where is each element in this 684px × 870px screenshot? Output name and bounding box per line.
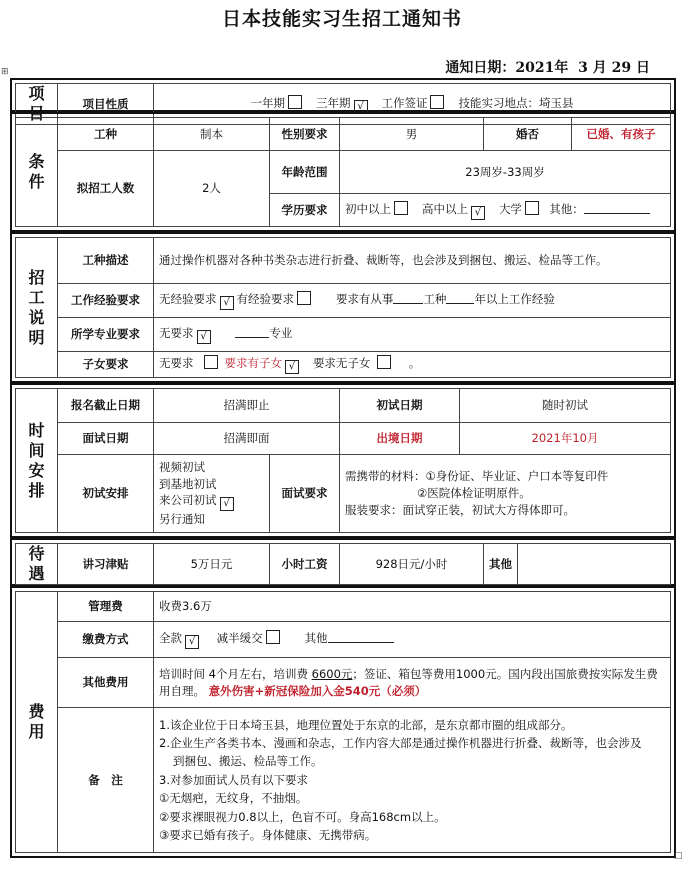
schedule-header — [16, 389, 58, 533]
arrangement-company-label: 来公司初试 — [159, 493, 217, 508]
payment-other-blank[interactable] — [328, 642, 394, 643]
interview-date-label: 面试日期 — [58, 423, 154, 455]
pay-section — [10, 538, 676, 586]
notice-date-year-suffix: 年 — [554, 60, 569, 76]
experience-label: 工作经验要求 — [58, 284, 154, 318]
visa-fee-amount: 1000元 — [455, 666, 497, 681]
headcount-value: 2人 — [154, 151, 270, 227]
page-title: 日本技能实习生招工通知书 — [221, 8, 462, 30]
remark-item: 3.对参加面试人员有以下要求 — [159, 772, 308, 787]
remark-item: ②要求裸眼视力0.8以上，色盲不可。身高168cm以上。 — [159, 809, 446, 824]
age-label: 年龄范围 — [270, 151, 340, 194]
first-interview-arrangement-label: 初试安排 — [58, 455, 154, 533]
hourly-wage-value: 928日元/小时 — [340, 544, 484, 585]
document-end-icon: □ — [674, 851, 683, 861]
first-interview-date-label: 初试日期 — [340, 389, 460, 423]
other-fees-text-4: ；签证、箱包等费用 — [352, 666, 456, 681]
schedule-header-line-1: 时间 — [28, 420, 45, 460]
internship-location: 技能实习地点：埼玉县 — [458, 95, 574, 110]
job-type-label: 工种 — [58, 118, 154, 151]
project-header: 项目 — [16, 84, 58, 125]
marriage-value: 已婚、有孩子 — [572, 118, 671, 151]
experience-job-blank[interactable] — [393, 303, 423, 304]
remark-item: 2.企业生产各类书本、漫画和杂志，工作内容大部是通过操作机器进行折叠、裁断等，也会涉及 — [159, 736, 642, 751]
materials-line-2: ②医院体检证明原件。 — [417, 486, 531, 501]
conditions-section — [10, 112, 676, 232]
remark-item: 到捆包、搬运、检品等工作。 — [173, 754, 323, 769]
remarks-list — [154, 708, 671, 853]
checkbox-edu-university[interactable] — [525, 201, 539, 215]
arrangement-company — [159, 492, 264, 511]
departure-date-value: 2021年10月 — [460, 423, 671, 455]
job-description: 通过操作机器对各种书类杂志进行折叠、裁断等，也会涉及到捆包、搬运、检品等工作。 — [154, 238, 671, 284]
edu-university-label: 大学 — [498, 201, 522, 216]
experience-options — [154, 284, 671, 318]
pay-header: 待遇 — [16, 544, 58, 585]
materials-line-1: 需携带的材料：①身份证、毕业证、户口本等复印件 — [345, 469, 609, 484]
checkbox-has-experience[interactable] — [297, 291, 311, 305]
option-one-year-label: 一年期 — [250, 95, 286, 110]
checkbox-payment-full[interactable]: √ — [185, 635, 199, 649]
notice-date-month: 3 — [578, 60, 588, 76]
other-pay-label: 其他 — [484, 544, 518, 585]
payment-full-label: 全款 — [159, 631, 182, 645]
checkbox-one-year[interactable] — [288, 95, 302, 109]
management-fee-value: 收费3.6万 — [154, 592, 671, 622]
interview-date-value: 招满即面 — [154, 423, 340, 455]
project-nature-label: 项目性质 — [58, 84, 154, 125]
has-experience-label: 有经验要求 — [236, 292, 294, 306]
children-required-label: 要求有子女 — [224, 356, 282, 370]
edu-other-label: 其他： — [549, 201, 584, 216]
notice-date-day-suffix: 日 — [636, 60, 650, 76]
recruitment-header — [16, 238, 58, 378]
major-label: 所学专业要求 — [58, 318, 154, 352]
fees-header: 费用 — [16, 592, 58, 853]
recruitment-section — [10, 232, 676, 383]
no-experience-label: 无经验要求 — [159, 292, 217, 306]
remarks-label: 备 注 — [58, 708, 154, 853]
other-fees-label: 其他费用 — [58, 658, 154, 708]
arrangement-video: 视频初试 — [159, 459, 205, 474]
dress-code: 服装要求：面试穿正装，初试大方得体即可。 — [345, 502, 575, 517]
option-three-year-label: 三年期 — [316, 95, 351, 110]
children-none-label: 要求无子女 — [312, 356, 371, 370]
checkbox-edu-high-school[interactable]: √ — [471, 206, 485, 220]
interview-requirements-label: 面试要求 — [270, 455, 340, 533]
payment-method-label: 缴费方式 — [58, 622, 154, 658]
checkbox-edu-middle-school[interactable] — [394, 201, 408, 215]
checkbox-payment-half[interactable] — [266, 630, 280, 644]
age-value: 23周岁-33周岁 — [340, 151, 671, 194]
experience-years-blank[interactable] — [446, 303, 474, 304]
children-options — [154, 352, 671, 378]
other-fees-detail — [154, 658, 671, 708]
gender-value: 男 — [340, 118, 484, 151]
allowance-value: 5万日元 — [154, 544, 270, 585]
edu-other-blank[interactable] — [584, 213, 650, 214]
remark-item: ③要求已婚有孩子。身体健康、无携带病。 — [159, 827, 377, 842]
no-major-label: 无要求 — [159, 326, 194, 340]
remark-item: 1.该企业位于日本埼玉县，地理位置处于东京的北部，是东京都市圈的组成部分。 — [159, 717, 573, 732]
experience-detail-1: 要求有从事 — [335, 292, 394, 306]
deadline-label: 报名截止日期 — [58, 389, 154, 423]
checkbox-children-no-requirement[interactable] — [204, 355, 218, 369]
job-description-label: 工种描述 — [58, 238, 154, 284]
experience-detail-2: 工种 — [423, 292, 447, 306]
gender-label: 性别要求 — [270, 118, 340, 151]
children-no-requirement-label: 无要求 — [159, 356, 194, 370]
checkbox-no-major[interactable]: √ — [197, 330, 211, 344]
recruitment-header-line-1: 招工 — [28, 267, 45, 307]
insurance-note: 意外伤害+新冠保险加入金540元（必须） — [208, 683, 427, 698]
fees-section — [10, 586, 676, 858]
conditions-header: 条件 — [16, 118, 58, 227]
table-move-handle-icon[interactable]: ⊞ — [1, 67, 9, 77]
management-fee-label: 管理费 — [58, 592, 154, 622]
recruitment-header-line-2: 说明 — [28, 307, 45, 347]
schedule-section — [10, 383, 676, 538]
notice-date — [445, 57, 650, 77]
departure-date-label: 出境日期 — [340, 423, 460, 455]
headcount-label: 拟招工人数 — [58, 151, 154, 227]
training-fee-amount: 6600元 — [311, 666, 353, 681]
major-suffix: 专业 — [269, 326, 293, 340]
notice-date-month-suffix: 月 — [592, 60, 607, 76]
major-blank[interactable] — [235, 337, 269, 338]
education-options — [340, 194, 671, 227]
first-interview-date-value: 随时初试 — [460, 389, 671, 423]
allowance-label: 讲习津贴 — [58, 544, 154, 585]
education-label: 学历要求 — [270, 194, 340, 227]
other-fees-text-2: 4个月左右，培训费 — [208, 666, 308, 681]
other-fees-text-1: 培训时间 — [159, 666, 205, 681]
arrangement-base: 到基地初试 — [159, 476, 217, 491]
deadline-value: 招满即止 — [154, 389, 340, 423]
option-work-visa-label: 工作签证 — [381, 95, 428, 110]
first-interview-arrangement-options — [154, 455, 270, 533]
other-pay-value — [518, 544, 671, 585]
checkbox-work-visa[interactable] — [430, 95, 444, 109]
hourly-wage-label: 小时工资 — [270, 544, 340, 585]
remark-item: ①无烟疤，无纹身，不抽烟。 — [159, 791, 308, 806]
interview-requirements — [340, 455, 671, 533]
notice-date-day: 29 — [611, 60, 632, 76]
project-section — [10, 78, 676, 123]
schedule-header-line-2: 安排 — [28, 460, 45, 500]
job-type-value: 制本 — [154, 118, 270, 151]
arrangement-notify: 另行通知 — [159, 512, 205, 527]
checkbox-children-required[interactable]: √ — [285, 360, 299, 374]
payment-other-label: 其他 — [304, 631, 328, 645]
children-end-mark: 。 — [408, 356, 421, 370]
checkbox-no-experience[interactable]: √ — [220, 296, 234, 310]
checkbox-children-none[interactable] — [377, 355, 391, 369]
major-options — [154, 318, 671, 352]
checkbox-arrangement-company[interactable]: √ — [220, 497, 234, 511]
edu-high-school-label: 高中以上 — [421, 201, 468, 216]
edu-middle-school-label: 初中以上 — [345, 201, 391, 216]
children-label: 子女要求 — [58, 352, 154, 378]
marriage-label: 婚否 — [484, 118, 572, 151]
notice-date-label: 通知日期： — [445, 60, 516, 76]
notice-date-year: 2021 — [515, 60, 555, 76]
experience-detail-3: 年以上工作经验 — [474, 292, 555, 306]
payment-method-options — [154, 622, 671, 658]
other-fees-text-6: 。国内段出国旅费按实际发生费用自理。 — [159, 666, 658, 698]
payment-half-label: 减半缓交 — [216, 631, 263, 645]
checkbox-three-year[interactable]: √ — [354, 100, 368, 114]
